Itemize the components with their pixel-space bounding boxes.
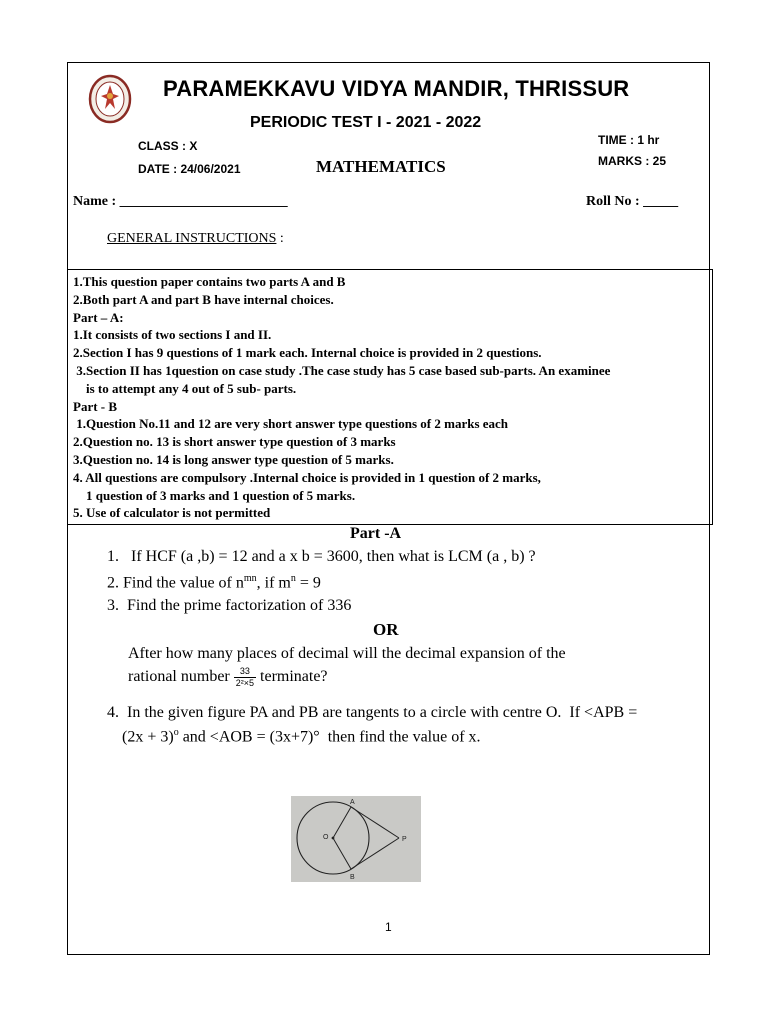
instruction-line: 2.Question no. 13 is short answer type question of 3 marks [73, 434, 396, 450]
subject-title: MATHEMATICS [316, 157, 446, 176]
marks-label: MARKS : 25 [598, 154, 667, 168]
instruction-line: Part – A: [73, 309, 124, 325]
question-3: 3. Find the prime factorization of 336 [107, 597, 352, 614]
school-name: PARAMEKKAVU VIDYA MANDIR, THRISSUR [163, 76, 630, 101]
school-logo [88, 74, 132, 124]
question-4-line-2 [122, 727, 481, 746]
part-a-heading: Part -A [350, 525, 402, 542]
question-2-text: 2. Find the value of n [107, 574, 244, 592]
general-instructions-heading [107, 231, 284, 247]
test-title: PERIODIC TEST I - 2021 - 2022 [250, 114, 482, 131]
question-2-exponent: mn [243, 573, 257, 584]
question-3-alt-text: terminate? [260, 668, 328, 686]
time-label: TIME : 1 hr [598, 133, 660, 147]
question-3-alt-line-2 [128, 666, 328, 689]
tangent-pa [351, 807, 399, 838]
label-a: A [350, 799, 355, 806]
class-label: CLASS : X [138, 139, 198, 153]
centre-point [332, 837, 335, 840]
question-4-text: and <AOB = (3x+7)° then find the value of x. [178, 728, 481, 746]
question-3-alt-text: rational number [128, 668, 230, 686]
or-label: OR [373, 620, 399, 639]
instruction-line: is to attempt any 4 out of 5 sub- parts. [73, 380, 297, 396]
fraction-numerator: 33 [234, 666, 256, 678]
instruction-line: 3.Section II has 1question on case study .The case study has 5 case based sub-parts. An examinee [73, 362, 611, 378]
question-4-line-1: 4. In the given figure PA and PB are tangents to a circle with centre O. If <APB = [107, 704, 638, 721]
question-2-text: = 9 [295, 574, 321, 592]
instruction-line: 1.This question paper contains two parts A and B [73, 274, 346, 289]
tangent-pb [351, 838, 399, 869]
instruction-line: 5. Use of calculator is not permitted [73, 505, 271, 521]
name-field: Name : ________________________ [73, 194, 288, 209]
instruction-line: 1.Question No.11 and 12 are very short answer type questions of 2 marks each [73, 416, 509, 432]
tangent-diagram [291, 796, 421, 882]
fraction-denominator: 2²×5 [235, 678, 255, 688]
radius-ob [333, 838, 351, 869]
question-2-text: , if m [256, 574, 291, 592]
general-instructions-text: GENERAL INSTRUCTIONS [107, 231, 277, 246]
date-label: DATE : 24/06/2021 [138, 162, 241, 176]
instruction-line: 4. All questions are compulsory .Internal choice is provided in 1 question of 2 marks, [73, 469, 541, 485]
roll-number-field: Roll No : _____ [586, 194, 679, 209]
label-p: P [402, 836, 407, 843]
general-instructions-colon: : [276, 231, 284, 246]
instruction-line: 1.It consists of two sections I and II. [73, 327, 272, 343]
instruction-line: 2.Section I has 9 questions of 1 mark each. Internal choice is provided in 2 questions. [73, 345, 542, 361]
instructions-list [73, 273, 610, 522]
question-3-alt-line-1: After how many places of decimal will the decimal expansion of the [128, 645, 566, 662]
degree-superscript: o [173, 727, 179, 738]
label-b: B [350, 874, 355, 881]
instruction-line: 1 question of 3 marks and 1 question of 5 marks. [73, 487, 356, 503]
fraction [234, 666, 256, 689]
label-o: O [323, 834, 329, 841]
tangent-figure [291, 796, 421, 882]
question-2-exponent: n [290, 573, 296, 584]
instruction-line: Part - B [73, 398, 118, 414]
radius-oa [333, 807, 351, 838]
question-1: 1. If HCF (a ,b) = 12 and a x b = 3600, then what is LCM (a , b) ? [107, 548, 536, 565]
question-4-text: (2x + 3) [122, 728, 174, 746]
instruction-line: 3.Question no. 14 is long answer type question of 5 marks. [73, 451, 394, 467]
page-number: 1 [385, 920, 392, 934]
instruction-line: 2.Both part A and part B have internal choices. [73, 291, 334, 307]
question-2 [107, 573, 321, 592]
